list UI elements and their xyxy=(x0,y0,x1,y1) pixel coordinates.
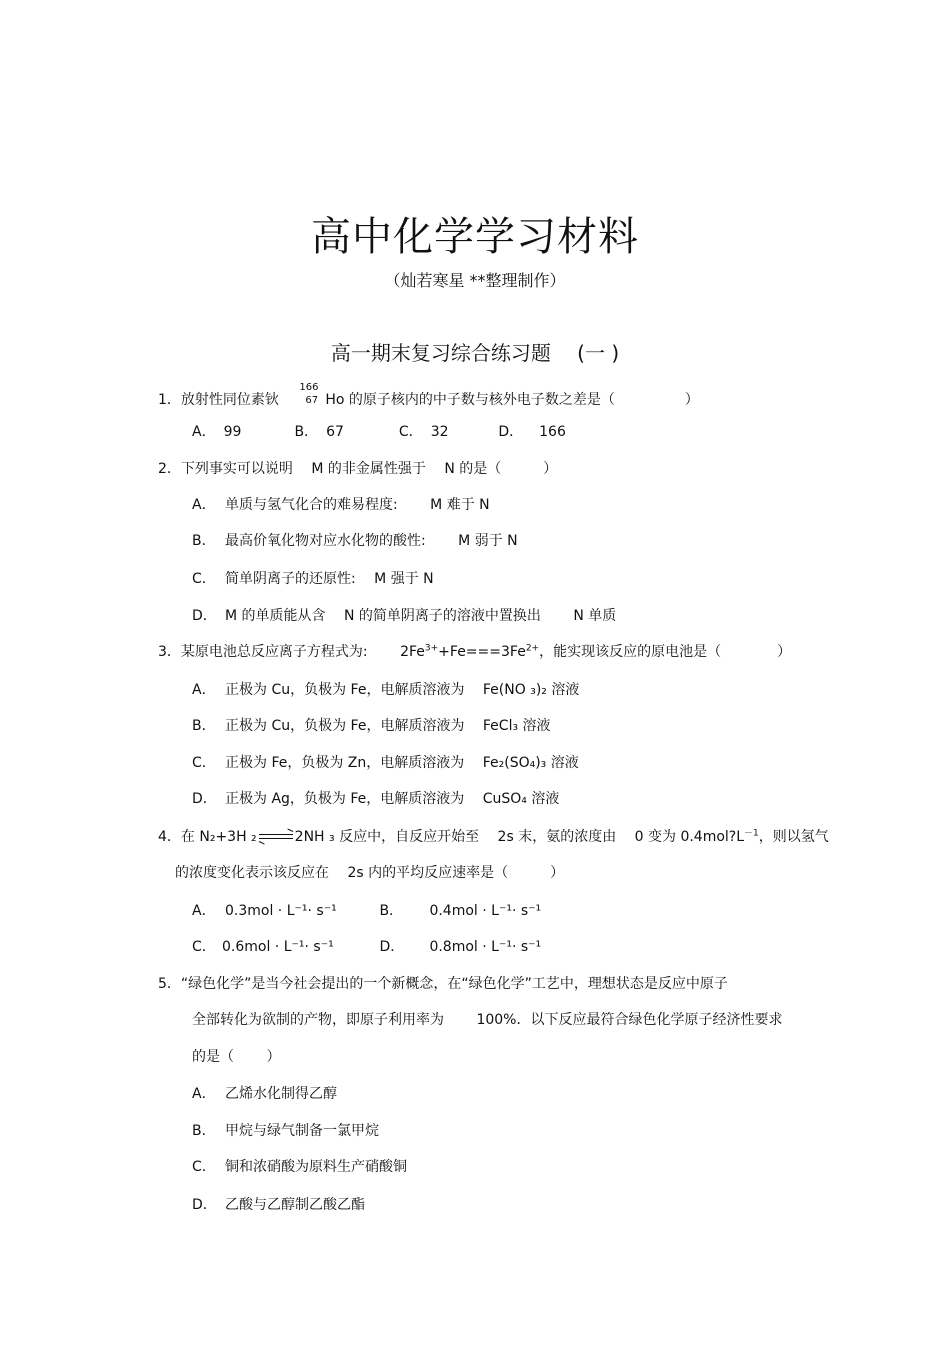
question-5-option-d: D． 乙酸与乙醇制乙酸乙酯 xyxy=(192,1197,365,1213)
question-5-option-a: A． 乙烯水化制得乙醇 xyxy=(192,1086,337,1102)
question-2-option-c: C． 简单阴离子的还原性: M 强于 N xyxy=(192,571,434,587)
question-3-option-a: A． 正极为 Cu，负极为 Fe，电解质溶液为 Fe(NO ₃)₂ 溶液 xyxy=(192,682,580,698)
charge-3plus: 3+ xyxy=(424,643,439,654)
question-5-option-b: B． 甲烷与绿气制备一氯甲烷 xyxy=(192,1123,379,1139)
question-2-option-a: A． 单质与氢气化合的难易程度: M 难于 N xyxy=(192,497,490,513)
element-symbol: Ho xyxy=(325,392,345,408)
equilibrium-arrow-icon xyxy=(259,832,293,842)
mass-number: 166 xyxy=(299,382,319,393)
question-4-options-row1 xyxy=(192,902,541,920)
charge-2plus: 2+ xyxy=(525,643,540,654)
question-1-options xyxy=(192,423,566,441)
question-2-option-b: B． 最高价氧化物对应水化物的酸性: M 弱于 N xyxy=(192,533,518,549)
option-a: A． 99 xyxy=(192,424,242,440)
question-3-option-c: C． 正极为 Fe，负极为 Zn，电解质溶液为 Fe₂(SO₄)₃ 溶液 xyxy=(192,755,579,771)
option-b: B． 0.4mol · L⁻¹· s⁻¹ xyxy=(379,903,542,919)
isotope-notation xyxy=(297,382,325,406)
question-4-stem-line2: 的浓度变化表示该反应在 2s 内的平均反应速率是（ ） xyxy=(175,865,565,881)
question-5-stem-line2: 全部转化为欲制的产物，即原子利用率为 100%．以下反应最符合绿色化学原子经济性要求 xyxy=(192,1012,783,1028)
option-a: A． 0.3mol · L⁻¹· s⁻¹ xyxy=(192,903,337,919)
page-title: 高中化学学习材料 xyxy=(311,214,639,260)
question-3-stem: 3．某原电池总反应离子方程式为: $2Fe^{3+}+Fe===3Fe^{2+}$，能实现该反应的原电池是（ ） xyxy=(158,643,792,660)
option-c: C． 32 xyxy=(398,424,449,440)
option-b: B． 67 xyxy=(294,424,344,440)
atomic-number: 67 xyxy=(305,395,319,406)
option-d: D． 166 xyxy=(498,424,566,440)
question-5-stem: 5．“绿色化学”是当今社会提出的一个新概念，在“绿色化学”工艺中，理想状态是反应中原子 xyxy=(158,976,728,992)
question-4-stem: 4．在 N₂+3H ₂ 2NH ₃ 反应中，自反应开始至 2s 末，氨的浓度由 0 变为 $0.4mol?L^{-1}$，则以氢气 xyxy=(158,828,829,845)
question-3-option-b: B． 正极为 Cu，负极为 Fe，电解质溶液为 FeCl₃ 溶液 xyxy=(192,718,551,734)
question-4-options-row2 xyxy=(192,938,541,956)
question-5-stem-line3: 的是（ ） xyxy=(192,1049,281,1065)
question-3-option-d: D． 正极为 Ag，负极为 Fe，电解质溶液为 CuSO₄ 溶液 xyxy=(192,791,560,807)
question-5-option-c: C． 铜和浓硝酸为原料生产硝酸铜 xyxy=(192,1159,407,1175)
option-c: C． 0.6mol · L⁻¹· s⁻¹ xyxy=(192,939,334,955)
question-2-option-d: D． M 的单质能从含 N 的简单阴离子的溶液中置换出 N 单质 xyxy=(192,608,617,624)
section-heading: 高一期末复习综合练习题 (一 ) xyxy=(330,341,620,365)
option-d: D． 0.8mol · L⁻¹· s⁻¹ xyxy=(379,939,542,955)
page-subtitle: （灿若寒星 **整理制作） xyxy=(384,271,566,290)
question-1-stem: 1．放射性同位素钬 166 67 Ho 的原子核内的中子数与核外电子数之差是（ ） xyxy=(158,386,699,409)
question-2-stem: 2．下列事实可以说明 M 的非金属性强于 N 的是（ ） xyxy=(158,461,558,477)
